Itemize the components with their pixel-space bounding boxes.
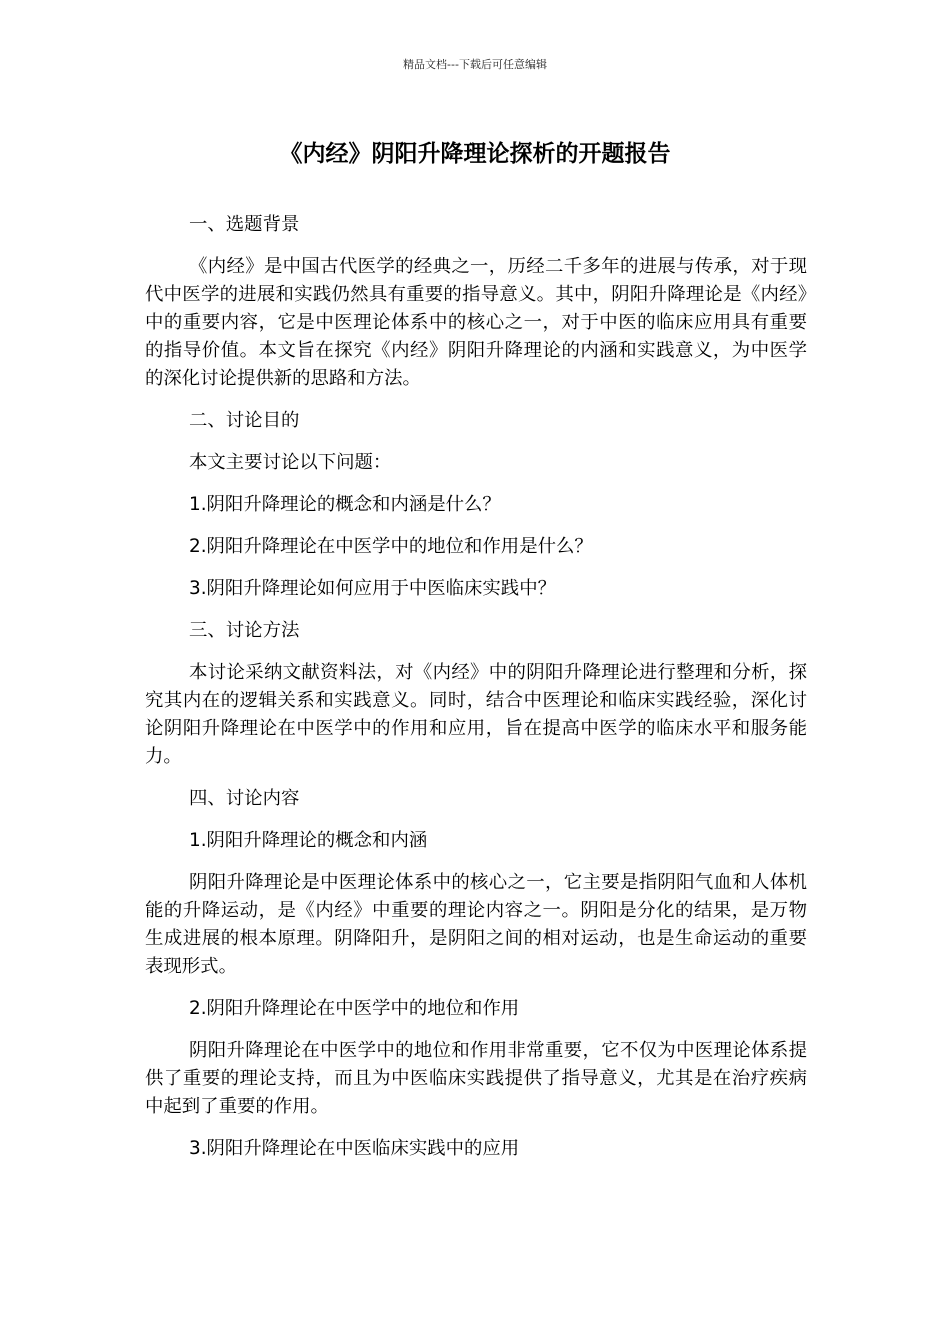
subheading-2: 2.阴阳升降理论在中医学中的地位和作用 <box>189 998 520 1019</box>
paragraph-background: 《内经》是中国古代医学的经典之一，历经二千多年的进展与传承，对于现代中医学的进展和实践仍然具有重要的指导意义。其中，阴阳升降理论是《内经》中的重要内容，它是中医理论体系中的核心之一，对于中医的临床应用具有重要的指导价值。本文旨在探究《内经》阴阳升降理论的内涵和实践意义，为中医学的深化讨论提供新的思路和方法。 <box>145 256 807 389</box>
paragraph-content-2: 阴阳升降理论在中医学中的地位和作用非常重要，它不仅为中医理论体系提供了重要的理论支持，而且为中医临床实践提供了指导意义，尤其是在治疗疾病中起到了重要的作用。 <box>145 1040 807 1117</box>
header-note: 精品文档---下载后可任意编辑 <box>403 58 547 71</box>
paragraph-method: 本讨论采纳文献资料法，对《内经》中的阴阳升降理论进行整理和分析，探究其内在的逻辑关系和实践意义。同时，结合中医理论和临床实践经验，深化讨论阴阳升降理论在中医学中的作用和应用，旨在提高中医学的临床水平和服务能力。 <box>145 662 807 767</box>
document-body <box>145 211 807 1177</box>
question-item-3: 3.阴阳升降理论如何应用于中医临床实践中？ <box>189 578 556 599</box>
question-item-1: 1.阴阳升降理论的概念和内涵是什么？ <box>189 494 501 515</box>
section-heading-content: 四、讨论内容 <box>189 788 300 809</box>
question-item-2: 2.阴阳升降理论在中医学中的地位和作用是什么？ <box>189 536 593 557</box>
paragraph-purpose-intro: 本文主要讨论以下问题： <box>189 452 392 473</box>
subheading-3: 3.阴阳升降理论在中医临床实践中的应用 <box>189 1138 520 1159</box>
subheading-1: 1.阴阳升降理论的概念和内涵 <box>189 830 428 851</box>
section-heading-background: 一、选题背景 <box>189 214 300 235</box>
section-heading-method: 三、讨论方法 <box>189 620 300 641</box>
document-title: 《内经》阴阳升降理论探析的开题报告 <box>279 141 671 167</box>
paragraph-content-1: 阴阳升降理论是中医理论体系中的核心之一，它主要是指阴阳气血和人体机能的升降运动，是《内经》中重要的理论内容之一。阴阳是分化的结果，是万物生成进展的根本原理。阴降阳升，是阴阳之间的相对运动，也是生命运动的重要表现形式。 <box>145 872 807 977</box>
section-heading-purpose: 二、讨论目的 <box>189 410 300 431</box>
